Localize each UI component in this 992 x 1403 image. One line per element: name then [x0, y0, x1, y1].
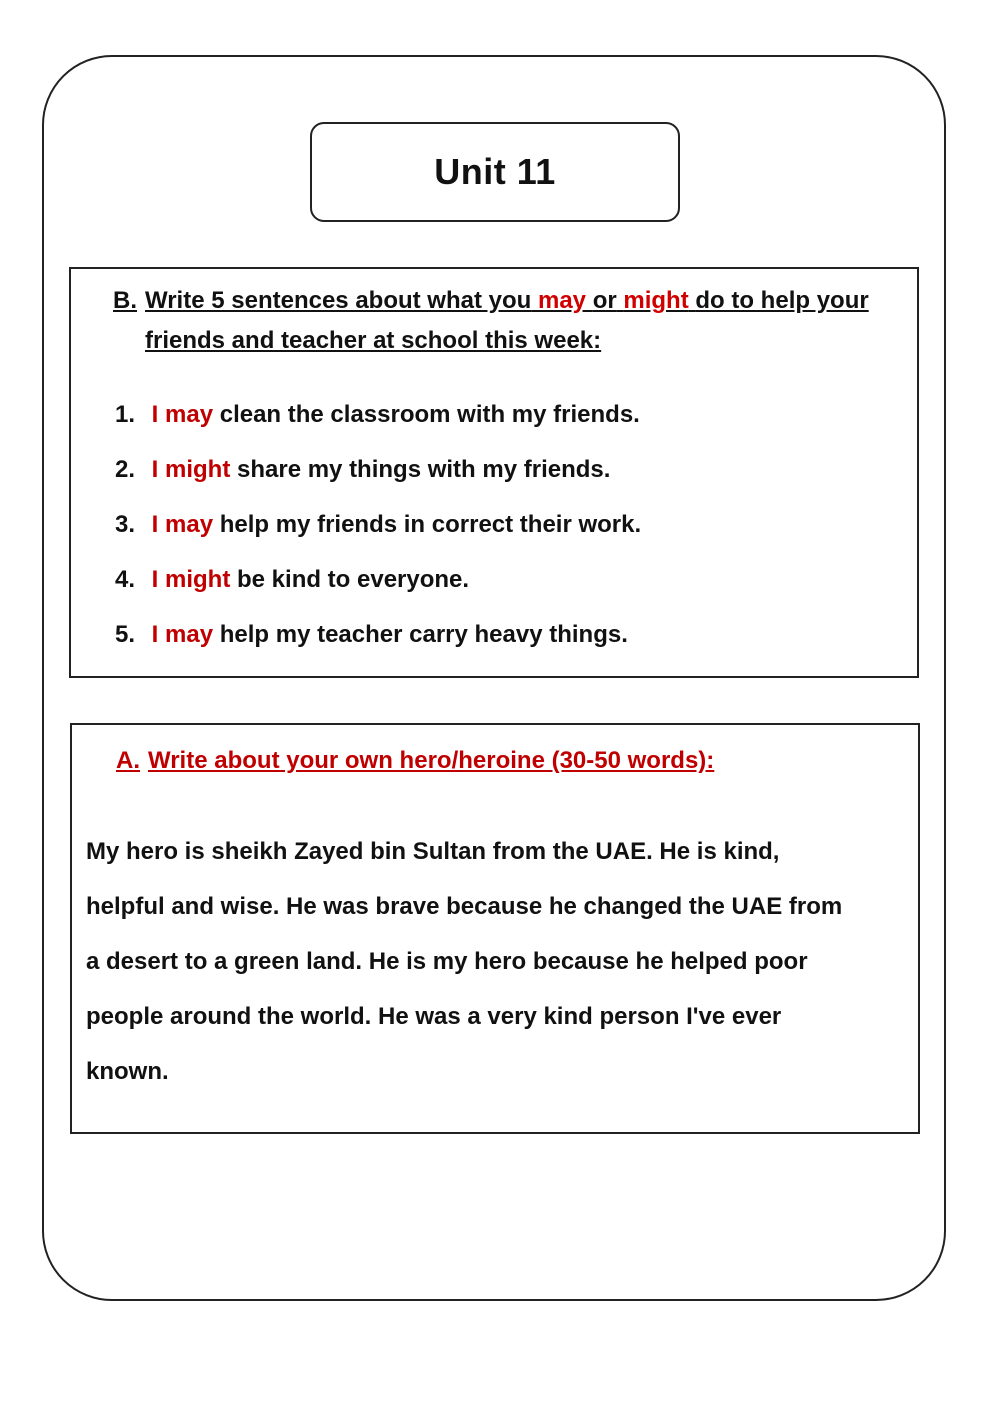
section-b-instruction-text: [145, 281, 893, 361]
section-a-letter: A.: [116, 747, 140, 774]
sentence-number: 2.: [115, 456, 136, 483]
section-b-instruction: [113, 281, 893, 361]
sentence-number: 1.: [115, 401, 136, 428]
sentence-modal: I may: [151, 621, 214, 648]
section-a-instruction: [116, 741, 714, 781]
sentence-modal: I might: [151, 566, 231, 593]
sentence-rest: clean the classroom with my friends.: [219, 401, 640, 428]
sentence-list: [115, 397, 641, 672]
instruction-or: or: [592, 287, 617, 314]
sentence-rest: be kind to everyone.: [237, 566, 470, 593]
section-a-instruction-text: Write about your own hero/heroine (30-50 words):: [148, 747, 715, 774]
essay-line: people around the world. He was a very kind person I've ever: [86, 1003, 782, 1030]
sentence-number: 3.: [115, 511, 136, 538]
sentence-item: [115, 452, 641, 507]
sentence-item: [115, 562, 641, 617]
essay-line: a desert to a green land. He is my hero because he helped poor: [86, 948, 808, 975]
sentence-rest: help my teacher carry heavy things.: [219, 621, 628, 648]
sentence-item: [115, 507, 641, 562]
unit-title-box: [310, 122, 680, 222]
sentence-number: 5.: [115, 621, 136, 648]
highlight-might: might: [623, 287, 689, 314]
section-b-letter: B.: [113, 287, 137, 314]
section-a-box: [70, 723, 920, 1134]
hero-essay: [86, 824, 916, 1099]
instruction-part1: Write 5 sentences about what you: [145, 287, 532, 314]
essay-line: helpful and wise. He was brave because he changed the UAE from: [86, 893, 843, 920]
highlight-may: may: [537, 287, 587, 314]
sentence-modal: I may: [151, 511, 214, 538]
sentence-rest: help my friends in correct their work.: [219, 511, 642, 538]
sentence-modal: I might: [151, 456, 231, 483]
essay-line: My hero is sheikh Zayed bin Sultan from the UAE. He is kind,: [86, 838, 780, 865]
unit-title: Unit 11: [434, 151, 556, 192]
sentence-item: [115, 617, 641, 672]
section-b-box: [69, 267, 919, 678]
essay-line: known.: [86, 1058, 169, 1085]
sentence-item: [115, 397, 641, 452]
sentence-modal: I may: [151, 401, 214, 428]
sentence-rest: share my things with my friends.: [237, 456, 611, 483]
sentence-number: 4.: [115, 566, 136, 593]
instruction-part2: do to help your friends and teacher at school this week:: [145, 287, 869, 354]
